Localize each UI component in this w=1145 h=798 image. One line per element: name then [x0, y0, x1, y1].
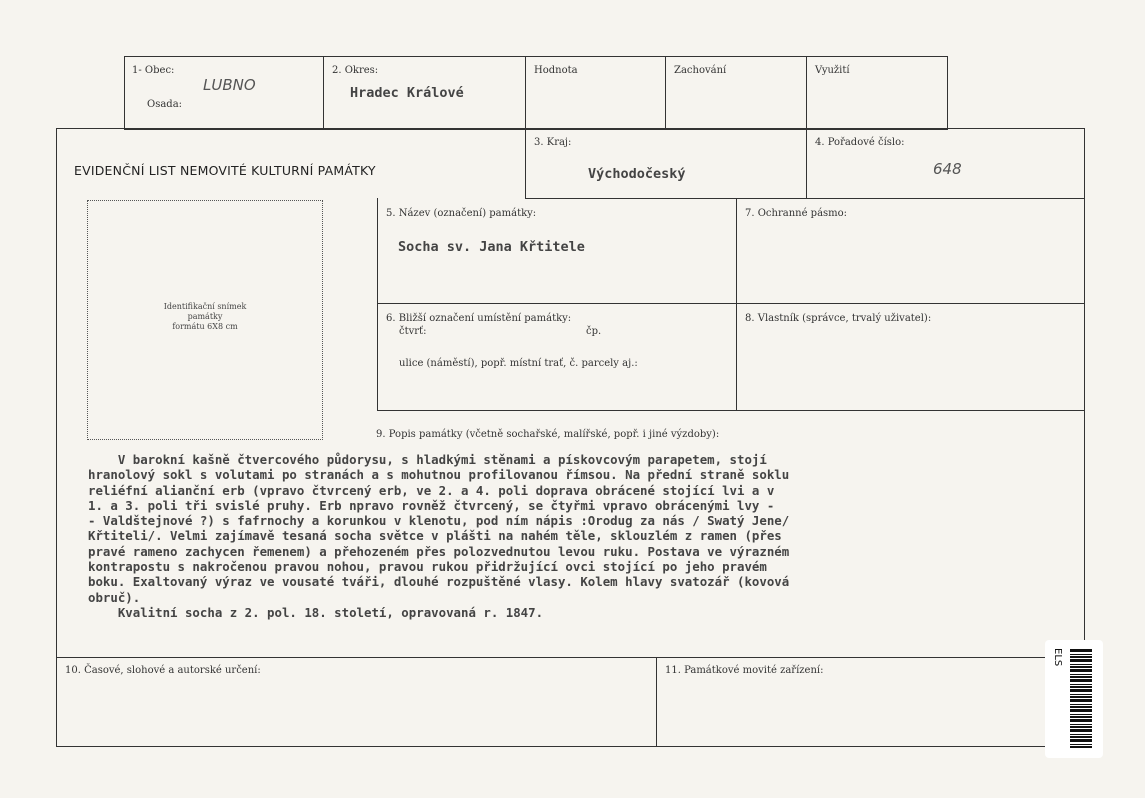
- zachovani-label: Zachování: [674, 65, 727, 76]
- divider: [377, 198, 378, 411]
- poradove-cislo-label: 4. Pořadové číslo:: [815, 137, 905, 148]
- barcode-icon: [1070, 648, 1092, 748]
- divider: [665, 56, 666, 129]
- divider: [656, 657, 657, 746]
- divider: [806, 56, 807, 129]
- popis-line: obruč).: [88, 589, 141, 605]
- popis-line: boku. Exaltovaný výraz ve vousaté tváři, dlouhé rozpuštěné vlasy. Kolem hlavy svatozář (kovová: [88, 574, 790, 590]
- popis-line: pravé rameno zachycen řemenem) a přehozeném přes polozvednutou levou ruku. Postava ve výrazném: [88, 543, 790, 559]
- okres-label: 2. Okres:: [332, 65, 379, 76]
- ulice-label: ulice (náměstí), popř. místní trať, č. parcely aj.:: [399, 358, 638, 369]
- cp-label: čp.: [586, 326, 602, 337]
- popis-text: [88, 452, 1053, 620]
- movite-zarizeni-label: 11. Památkové movité zařízení:: [665, 665, 824, 676]
- obec-label: 1- Obec:: [132, 65, 175, 76]
- divider: [525, 198, 1085, 199]
- divider: [377, 410, 1085, 411]
- form-title: EVIDENČNÍ LIST NEMOVITÉ KULTURNÍ PAMÁTKY: [74, 163, 376, 178]
- popis-line: Křtiteli/. Velmi zajímavě tesaná socha světce v plášti na nahém těle, sklouzlém z ramen (přes: [88, 528, 782, 544]
- divider: [56, 657, 1085, 658]
- kraj-value: Východočeský: [588, 166, 686, 182]
- hodnota-label: Hodnota: [534, 65, 578, 76]
- poradove-cislo-value: 648: [933, 160, 962, 178]
- barcode-tag-text: ELS: [1052, 648, 1063, 667]
- osada-label: Osada:: [147, 99, 183, 110]
- popis-line: V barokní kašně čtvercového půdorysu, s hladkými stěnami a pískovcovým parapetem, stojí: [88, 452, 767, 467]
- ochranne-pasmo-label: 7. Ochranné pásmo:: [745, 208, 848, 219]
- okres-value: Hradec Králové: [350, 85, 464, 101]
- popis-line: reliéfní alianční erb (vpravo čtvrcený erb, ve 2. a 4. poli doprava obrácené stojící lvi a v: [88, 482, 775, 498]
- divider: [806, 128, 807, 199]
- popis-label: 9. Popis památky (včetně sochařské, malířské, popř. i jiné výzdoby):: [376, 429, 720, 440]
- kraj-label: 3. Kraj:: [534, 137, 572, 148]
- vyuziti-label: Využití: [815, 65, 850, 76]
- divider: [525, 128, 526, 199]
- obec-value: LUBNO: [203, 76, 256, 94]
- photo-caption-line: památky: [187, 312, 223, 321]
- nazev-label: 5. Název (označení) památky:: [386, 208, 537, 219]
- divider: [323, 56, 324, 129]
- popis-line: Kvalitní socha z 2. pol. 18. století, opravovaná r. 1847.: [88, 604, 544, 620]
- umisteni-label: 6. Bližší označení umístění památky:: [386, 313, 572, 324]
- ctvrt-label: čtvrť:: [399, 326, 427, 337]
- divider: [525, 56, 526, 129]
- photo-caption: [88, 302, 322, 332]
- nazev-value: Socha sv. Jana Křtitele: [398, 239, 585, 255]
- popis-line: 1. a 3. poli tři svislé pruhy. Erb npravo rovněž čtvrcený, se čtyřmi vpravo obrácenými lvy -: [88, 497, 775, 513]
- vlastnik-label: 8. Vlastník (správce, trvalý uživatel):: [745, 313, 932, 324]
- divider: [736, 198, 737, 411]
- popis-line: hranolový sokl s volutami po stranách a s mohutnou profilovanou římsou. Na přední straně soklu: [88, 467, 790, 483]
- popis-line: kontrapostu s nakročenou pravou nohou, pravou rukou přidržující ovci stojící po jeho pravém: [88, 559, 767, 575]
- divider: [377, 303, 1085, 304]
- photo-placeholder: [87, 200, 323, 440]
- barcode-tag: [1045, 640, 1103, 758]
- popis-line: - Valdštejnové ?) s fafrnochy a korunkou v klenotu, pod ním nápis :Orodug za nás / Swatý Jene/: [88, 513, 790, 529]
- photo-caption-line: Identifikační snímek: [163, 302, 247, 311]
- casove-urceni-label: 10. Časové, slohové a autorské určení:: [65, 665, 261, 676]
- photo-caption-line: formátu 6X8 cm: [172, 322, 238, 331]
